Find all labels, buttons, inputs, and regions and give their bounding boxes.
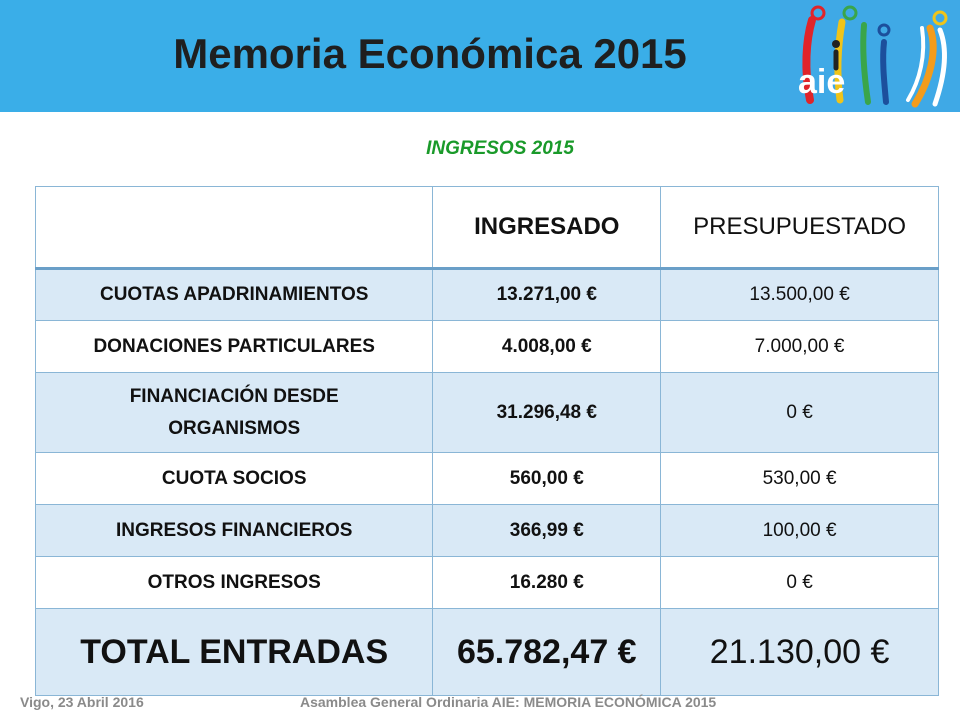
footer-caption: Asamblea General Ordinaria AIE: MEMORIA ECONÓMICA 2015 <box>300 694 717 710</box>
presupuestado-cell: 0 € <box>661 557 939 609</box>
table-header-row <box>36 187 939 269</box>
total-presupuestado: 21.130,00 € <box>661 609 939 696</box>
ingresado-cell: 13.271,00 € <box>433 269 661 321</box>
concept-cell: FINANCIACIÓN DESDE ORGANISMOS <box>36 373 433 453</box>
ingresado-cell: 16.280 € <box>433 557 661 609</box>
presupuestado-cell: 0 € <box>661 373 939 453</box>
footer-date: Vigo, 23 Abril 2016 <box>20 694 144 710</box>
page-title: Memoria Económica 2015 <box>173 30 687 77</box>
header-bar <box>0 0 960 112</box>
total-label: TOTAL ENTRADAS <box>36 609 433 696</box>
logo-text: aie <box>798 63 846 101</box>
section-subtitle: INGRESOS 2015 <box>426 138 574 159</box>
presupuestado-cell: 13.500,00 € <box>661 269 939 321</box>
ingresado-cell: 4.008,00 € <box>433 321 661 373</box>
total-ingresado: 65.782,47 € <box>433 609 661 696</box>
column-header-presupuestado: PRESUPUESTADO <box>661 187 939 269</box>
table-row <box>36 321 939 373</box>
table-row <box>36 269 939 321</box>
concept-cell: CUOTA SOCIOS <box>36 453 433 505</box>
column-header-concept <box>36 187 433 269</box>
concept-cell: CUOTAS APADRINAMIENTOS <box>36 269 433 321</box>
table-row <box>36 373 939 453</box>
table-row <box>36 557 939 609</box>
concept-cell: OTROS INGRESOS <box>36 557 433 609</box>
ingresado-cell: 560,00 € <box>433 453 661 505</box>
concept-cell: DONACIONES PARTICULARES <box>36 321 433 373</box>
aie-logo-icon <box>780 0 960 112</box>
total-row <box>36 609 939 696</box>
presupuestado-cell: 7.000,00 € <box>661 321 939 373</box>
table-row <box>36 453 939 505</box>
concept-cell: INGRESOS FINANCIEROS <box>36 505 433 557</box>
presupuestado-cell: 530,00 € <box>661 453 939 505</box>
column-header-ingresado: INGRESADO <box>433 187 661 269</box>
ingresado-cell: 31.296,48 € <box>433 373 661 453</box>
presupuestado-cell: 100,00 € <box>661 505 939 557</box>
income-table <box>35 186 939 696</box>
ingresado-cell: 366,99 € <box>433 505 661 557</box>
table-row <box>36 505 939 557</box>
